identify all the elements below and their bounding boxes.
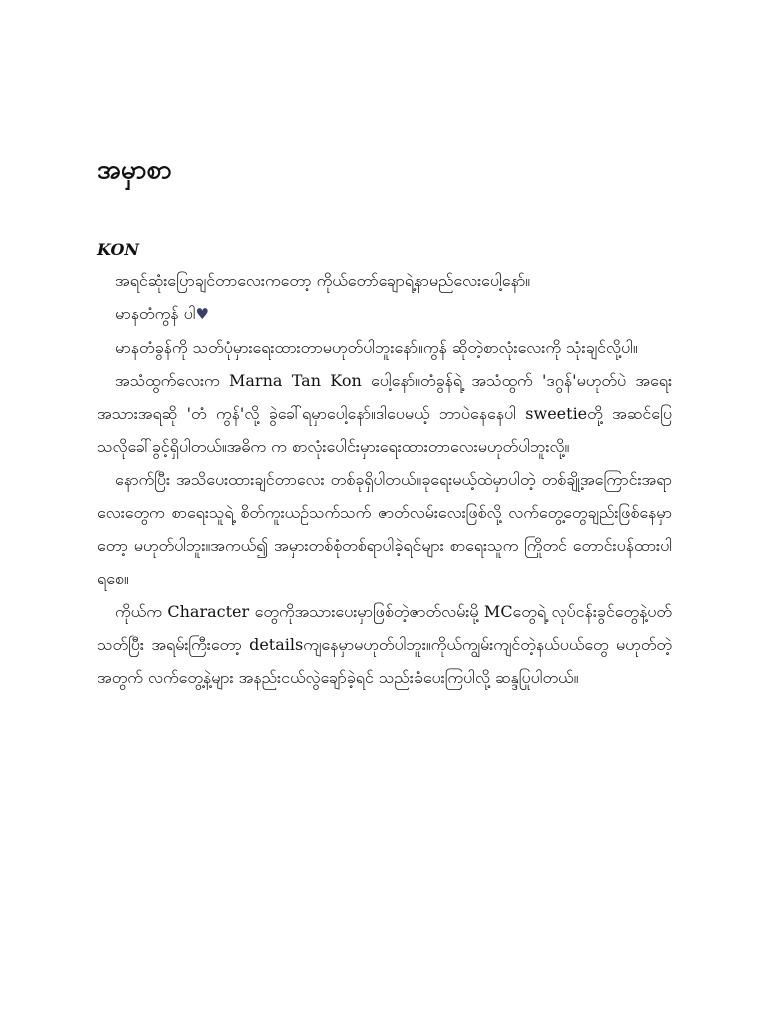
author-name: KON [97, 240, 140, 259]
document-page [97, 150, 672, 694]
paragraph-5: နောက်ပြီး အသိပေးထားချင်တာလေး တစ်ခုရှိပါတယ်။ခုရေးမယ့်ထဲမှာပါတဲ့ တစ်ချို့အကြောင်းအရာလေးတွေက စာရေးသူရဲ့ စိတ်ကူးယဉ်သက်သက် ဇာတ်လမ်းလေးဖြစ်လို့ လက်တွေ့တွေချည်းဖြစ်နေမှာတော့ မဟုတ်ပါဘူး။အကယ်၍ အမှားတစ်စုံတစ်ရာပါခဲ့ရင်များ စာရေးသူက ကြိုတင် တောင်းပန်ထားပါရစေ။ [97, 470, 672, 588]
paragraph-2-text: မာနတံကွန် ပါ [115, 304, 196, 323]
paragraph-2 [97, 297, 672, 331]
paragraph-4: အသံထွက်လေးက Marna Tan Kon ပေါ့နော်။တံခွန်ရဲ့ အသံထွက် 'ဒဂွန်'မဟုတ်ပဲ အရေးအသားအရဆို 'တံ ကွန်'လို့ ခွဲခေါ်ရမှာပေါ့နော်။ဒါပေမယ့် ဘာပဲနေနေပါ sweetieတို့ အဆင်ပြေသလိုခေါ်ခွင့်ရှိပါတယ်။အဓိက က စာလုံးပေါင်းမှားရေးထားတာလေးမဟုတ်ပါဘူးလို့။ [97, 371, 672, 456]
paragraph-6: ကိုယ်က Character တွေကိုအသားပေးမှာဖြစ်တဲ့ဇာတ်လမ်းမို့ MCတွေရဲ့ လုပ်ငန်းခွင်တွေနဲ့ပတ်သတ်ပြီး အရမ်းကြီးတော့ detailsကျနေမှာမဟုတ်ပါဘူး။ကိုယ်ကျွမ်းကျင်တဲ့နယ်ပယ်တွေ မဟုတ်တဲ့အတွက် လက်တွေ့နဲ့များ အနည်းငယ်လွဲချော်ခဲ့ရင် သည်းခံပေးကြပါလို့ ဆန္ဒပြုပါတယ်။ [97, 602, 672, 687]
heart-icon: ♥ [195, 305, 209, 323]
page-title: အမှာစာ [97, 155, 172, 185]
paragraph-3: မာနတံခွန်ကို သတ်ပုံမှားရေးထားတာမဟုတ်ပါဘူးနော်။ကွန် ဆိုတဲ့စာလုံးလေးကို သုံးချင်လို့ပါ။ [115, 338, 638, 357]
body-text [97, 264, 672, 694]
paragraph-1: အရင်ဆုံးပြောချင်တာလေးကတော့ ကိုယ်တော်ချောရဲ့နာမည်လေးပေါ့နော်။ [115, 271, 531, 290]
